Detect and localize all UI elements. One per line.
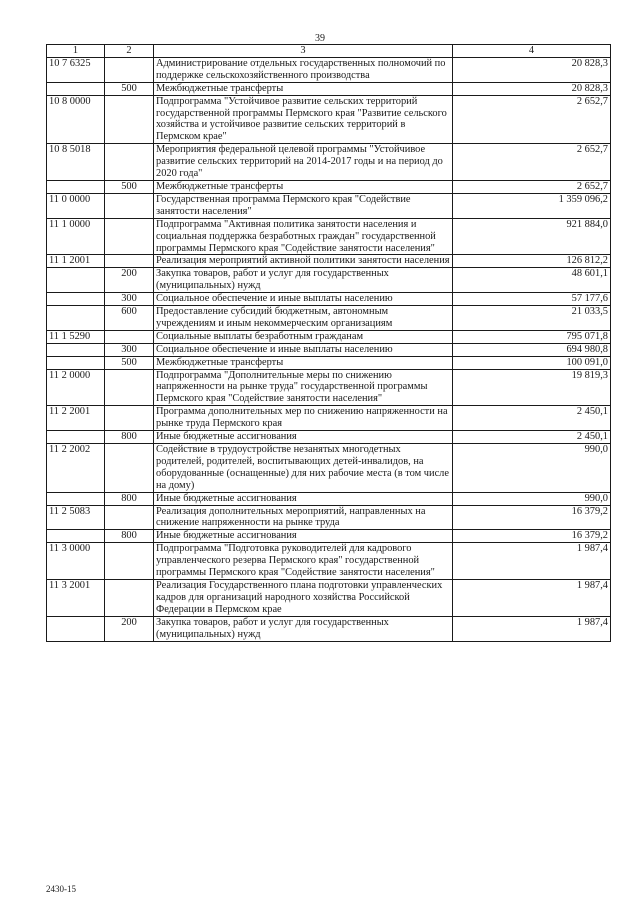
page-number: 39 xyxy=(315,33,325,44)
row-type-code: 800 xyxy=(105,492,154,505)
row-name: Межбюджетные трансферты xyxy=(154,356,453,369)
table-row xyxy=(47,543,611,580)
row-code: 11 1 5290 xyxy=(47,330,105,343)
row-code xyxy=(47,293,105,306)
table-row xyxy=(47,95,611,144)
row-amount: 1 987,4 xyxy=(453,543,611,580)
row-code xyxy=(47,356,105,369)
row-type-code xyxy=(105,369,154,406)
row-code: 11 2 5083 xyxy=(47,505,105,530)
row-code: 10 7 6325 xyxy=(47,57,105,82)
row-type-code: 500 xyxy=(105,356,154,369)
table-row xyxy=(47,57,611,82)
row-name: Закупка товаров, работ и услуг для государственных (муниципальных) нужд xyxy=(154,268,453,293)
row-name: Подпрограмма "Подготовка руководителей для кадрового управленческого резерва Пермского края" государственной программы Пермского края "Содействие занятости населения" xyxy=(154,543,453,580)
table-row xyxy=(47,193,611,218)
header-col-4: 4 xyxy=(453,45,611,58)
row-type-code xyxy=(105,444,154,493)
table-row xyxy=(47,444,611,493)
row-type-code xyxy=(105,579,154,616)
row-name: Иные бюджетные ассигнования xyxy=(154,530,453,543)
row-amount: 921 884,0 xyxy=(453,218,611,255)
row-type-code: 200 xyxy=(105,616,154,641)
row-name: Межбюджетные трансферты xyxy=(154,82,453,95)
table-row xyxy=(47,306,611,331)
table-row xyxy=(47,616,611,641)
table-row xyxy=(47,180,611,193)
table-header-row xyxy=(47,45,611,58)
row-amount: 795 071,8 xyxy=(453,330,611,343)
table-row xyxy=(47,218,611,255)
row-amount: 694 980,8 xyxy=(453,343,611,356)
row-code xyxy=(47,180,105,193)
row-type-code: 800 xyxy=(105,431,154,444)
row-code: 11 2 2002 xyxy=(47,444,105,493)
row-amount: 1 987,4 xyxy=(453,616,611,641)
row-amount: 990,0 xyxy=(453,444,611,493)
row-amount: 2 450,1 xyxy=(453,406,611,431)
row-amount: 126 812,2 xyxy=(453,255,611,268)
table-row xyxy=(47,369,611,406)
row-type-code: 500 xyxy=(105,180,154,193)
row-code xyxy=(47,431,105,444)
row-code: 11 0 0000 xyxy=(47,193,105,218)
row-name: Предоставление субсидий бюджетным, автономным учреждениям и иным некоммерческим организациям xyxy=(154,306,453,331)
row-type-code xyxy=(105,57,154,82)
row-code: 11 3 0000 xyxy=(47,543,105,580)
row-type-code xyxy=(105,505,154,530)
row-amount: 2 450,1 xyxy=(453,431,611,444)
row-name: Подпрограмма "Дополнительные меры по снижению напряженности на рынке труда" государственной программы Пермского края "Содействие занятости населения" xyxy=(154,369,453,406)
row-type-code xyxy=(105,255,154,268)
table-row xyxy=(47,255,611,268)
table-row xyxy=(47,505,611,530)
table-row xyxy=(47,579,611,616)
row-type-code: 200 xyxy=(105,268,154,293)
row-code xyxy=(47,616,105,641)
header-col-3: 3 xyxy=(154,45,453,58)
row-amount: 16 379,2 xyxy=(453,530,611,543)
table-row xyxy=(47,492,611,505)
row-name: Социальные выплаты безработным гражданам xyxy=(154,330,453,343)
row-amount: 100 091,0 xyxy=(453,356,611,369)
row-amount: 2 652,7 xyxy=(453,95,611,144)
header-col-2: 2 xyxy=(105,45,154,58)
row-type-code xyxy=(105,543,154,580)
table-row xyxy=(47,343,611,356)
row-type-code xyxy=(105,95,154,144)
row-code xyxy=(47,82,105,95)
row-name: Социальное обеспечение и иные выплаты населению xyxy=(154,343,453,356)
row-code: 10 8 0000 xyxy=(47,95,105,144)
row-name: Закупка товаров, работ и услуг для государственных (муниципальных) нужд xyxy=(154,616,453,641)
document-code: 2430-15 xyxy=(46,884,76,894)
row-name: Социальное обеспечение и иные выплаты населению xyxy=(154,293,453,306)
row-code: 11 2 0000 xyxy=(47,369,105,406)
row-amount: 20 828,3 xyxy=(453,82,611,95)
row-type-code xyxy=(105,144,154,181)
row-type-code: 300 xyxy=(105,293,154,306)
row-code: 11 1 0000 xyxy=(47,218,105,255)
row-code: 10 8 5018 xyxy=(47,144,105,181)
row-type-code: 800 xyxy=(105,530,154,543)
row-amount: 19 819,3 xyxy=(453,369,611,406)
table-row xyxy=(47,293,611,306)
row-name: Содействие в трудоустройстве незанятых многодетных родителей, родителей, воспитывающих детей-инвалидов, на оборудованные (оснащенные) для них рабочие места (в том числе на дому) xyxy=(154,444,453,493)
row-code xyxy=(47,530,105,543)
table-row xyxy=(47,406,611,431)
row-type-code xyxy=(105,218,154,255)
table-row xyxy=(47,268,611,293)
row-amount: 57 177,6 xyxy=(453,293,611,306)
row-code xyxy=(47,343,105,356)
row-name: Подпрограмма "Устойчивое развитие сельских территорий государственной программы Пермского края "Развитие сельского хозяйства и устойчивое развитие сельских территорий в Пермском крае" xyxy=(154,95,453,144)
row-type-code: 500 xyxy=(105,82,154,95)
row-name: Иные бюджетные ассигнования xyxy=(154,431,453,444)
budget-table-body xyxy=(47,45,611,642)
table-row xyxy=(47,144,611,181)
row-amount: 21 033,5 xyxy=(453,306,611,331)
row-amount: 990,0 xyxy=(453,492,611,505)
table-row xyxy=(47,431,611,444)
row-code: 11 3 2001 xyxy=(47,579,105,616)
row-name: Реализация мероприятий активной политики занятости населения xyxy=(154,255,453,268)
row-name: Мероприятия федеральной целевой программы "Устойчивое развитие сельских территорий на 2014-2017 годы и на период до 2020 года" xyxy=(154,144,453,181)
row-name: Администрирование отдельных государственных полномочий по поддержке сельскохозяйственного производства xyxy=(154,57,453,82)
budget-table xyxy=(46,44,611,642)
row-name: Иные бюджетные ассигнования xyxy=(154,492,453,505)
row-code: 11 2 2001 xyxy=(47,406,105,431)
row-name: Государственная программа Пермского края "Содействие занятости населения" xyxy=(154,193,453,218)
row-type-code: 600 xyxy=(105,306,154,331)
header-col-1: 1 xyxy=(47,45,105,58)
row-type-code xyxy=(105,406,154,431)
row-type-code xyxy=(105,330,154,343)
row-code xyxy=(47,268,105,293)
row-amount: 20 828,3 xyxy=(453,57,611,82)
table-row xyxy=(47,356,611,369)
table-row xyxy=(47,82,611,95)
row-name: Программа дополнительных мер по снижению напряженности на рынке труда Пермского края xyxy=(154,406,453,431)
row-name: Реализация Государственного плана подготовки управленческих кадров для организаций народного хозяйства Российской Федерации в Пермском крае xyxy=(154,579,453,616)
row-name: Межбюджетные трансферты xyxy=(154,180,453,193)
row-amount: 16 379,2 xyxy=(453,505,611,530)
row-code xyxy=(47,492,105,505)
row-name: Реализация дополнительных мероприятий, направленных на снижение напряженности на рынке труда xyxy=(154,505,453,530)
row-name: Подпрограмма "Активная политика занятости населения и социальная поддержка безработных граждан" государственной программы Пермского края "Содействие занятости населения" xyxy=(154,218,453,255)
row-code xyxy=(47,306,105,331)
row-amount: 48 601,1 xyxy=(453,268,611,293)
table-row xyxy=(47,530,611,543)
row-type-code: 300 xyxy=(105,343,154,356)
row-amount: 1 987,4 xyxy=(453,579,611,616)
row-amount: 1 359 096,2 xyxy=(453,193,611,218)
table-row xyxy=(47,330,611,343)
row-amount: 2 652,7 xyxy=(453,180,611,193)
row-type-code xyxy=(105,193,154,218)
row-amount: 2 652,7 xyxy=(453,144,611,181)
row-code: 11 1 2001 xyxy=(47,255,105,268)
